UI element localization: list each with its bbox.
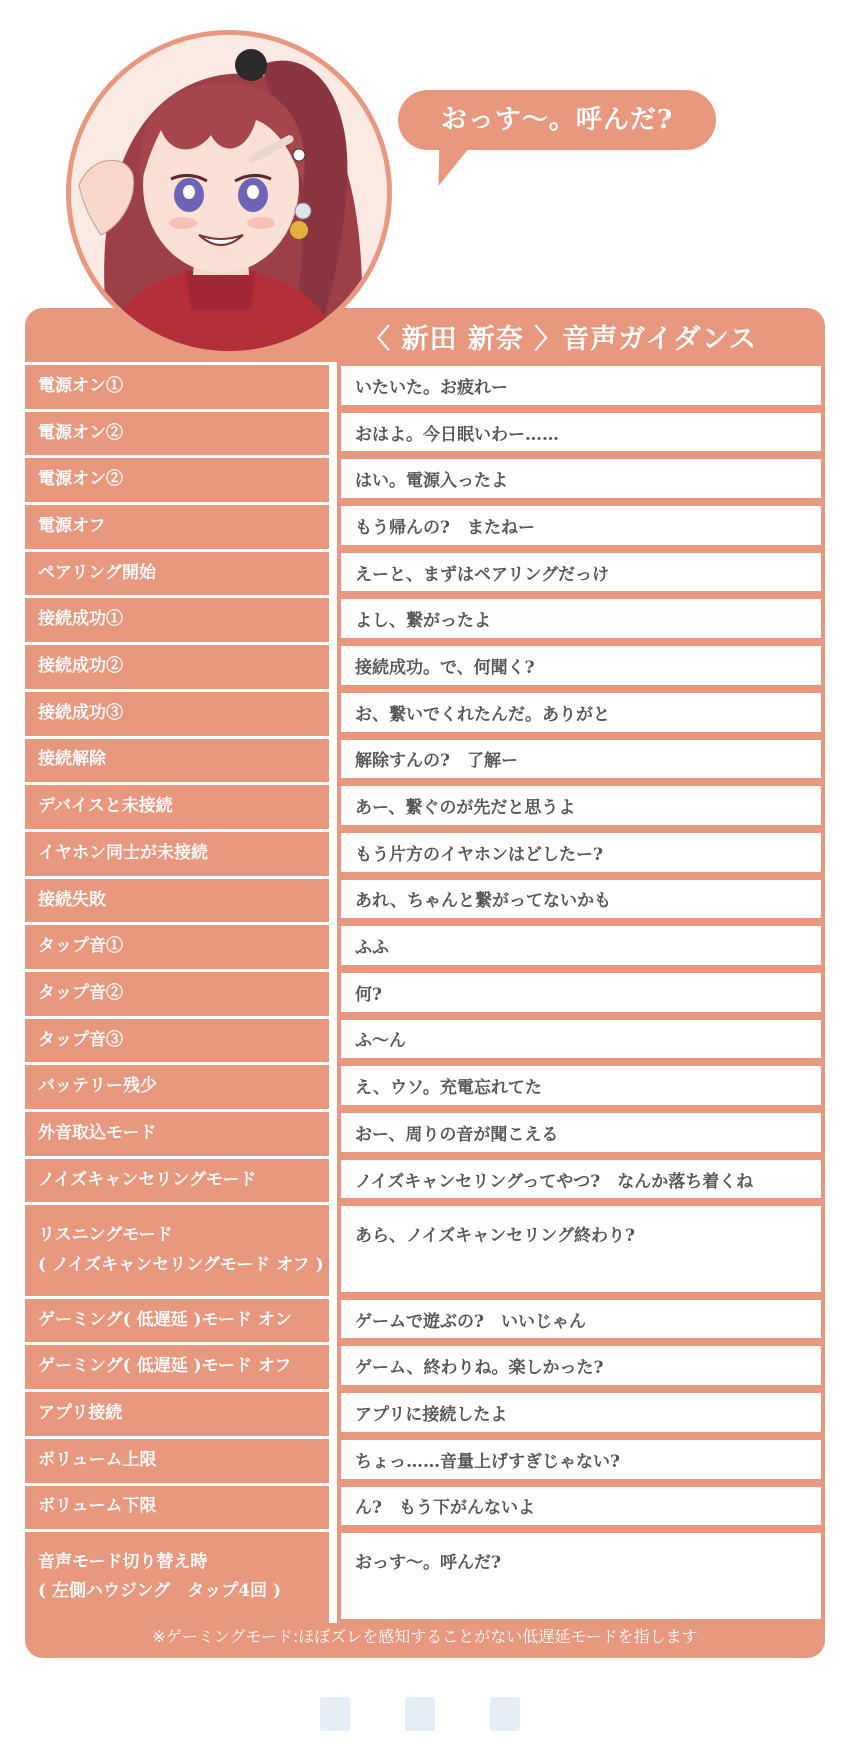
table-row [25, 689, 825, 736]
row-voice-line: もう帰んの? またねー [337, 502, 825, 549]
row-voice-line: いたいた。お疲れー [337, 362, 825, 409]
row-voice-line: はい。電源入ったよ [337, 455, 825, 502]
row-voice-line: 接続成功。で、何聞く? [337, 642, 825, 689]
header-area [0, 0, 850, 350]
footnote: ※ゲーミングモード:ほぼズレを感知することがない低遅延モードを指します [152, 1627, 698, 1646]
table-row [25, 1016, 825, 1063]
row-label: タップ音② [25, 969, 337, 1016]
row-label: 電源オン② [25, 409, 337, 456]
table-row [25, 362, 825, 409]
table-row [25, 969, 825, 1016]
row-voice-line: ゲームで遊ぶの? いいじゃん [337, 1296, 825, 1343]
row-label: 電源オン② [25, 455, 337, 502]
table-row [25, 876, 825, 923]
row-label: ペアリング開始 [25, 549, 337, 596]
row-voice-line: ノイズキャンセリングってやつ? なんか落ち着くね [337, 1156, 825, 1203]
row-label: タップ音③ [25, 1016, 337, 1063]
pager-dot-3[interactable] [490, 1697, 520, 1731]
row-voice-line: ふ〜ん [337, 1016, 825, 1063]
speech-bubble: おっす〜。呼んだ? [398, 90, 716, 150]
row-label: バッテリー残少 [25, 1062, 337, 1109]
row-label: デバイスと未接続 [25, 782, 337, 829]
pager [320, 1697, 540, 1731]
row-label: 接続失敗 [25, 876, 337, 923]
row-label: イヤホン同士が未接続 [25, 829, 337, 876]
row-voice-line: 解除すんの? 了解ー [337, 736, 825, 783]
table-row [25, 1483, 825, 1530]
row-label: 外音取込モード [25, 1109, 337, 1156]
row-voice-line: おっす〜。呼んだ? [337, 1529, 825, 1622]
row-label: ボリューム上限 [25, 1436, 337, 1483]
row-voice-line: お、繋いでくれたんだ。ありがと [337, 689, 825, 736]
row-voice-line: おー、周りの音が聞こえる [337, 1109, 825, 1156]
table-row [25, 502, 825, 549]
table-row [25, 549, 825, 596]
row-label: リスニングモード ( ノイズキャンセリングモード オフ ) [25, 1202, 337, 1295]
pager-dot-1[interactable] [320, 1697, 350, 1731]
pager-dot-2[interactable] [405, 1697, 435, 1731]
row-voice-line: あら、ノイズキャンセリング終わり? [337, 1202, 825, 1295]
row-voice-line: アプリに接続したよ [337, 1389, 825, 1436]
table-row [25, 1296, 825, 1343]
row-label: 電源オン① [25, 362, 337, 409]
table-row [25, 642, 825, 689]
character-illustration-icon [71, 35, 387, 351]
row-label: 電源オフ [25, 502, 337, 549]
table-row [25, 1062, 825, 1109]
table-row [25, 595, 825, 642]
table-row [25, 455, 825, 502]
row-voice-line: もう片方のイヤホンはどしたー? [337, 829, 825, 876]
table-row [25, 1389, 825, 1436]
row-voice-line: おはよ。今日眠いわー…… [337, 409, 825, 456]
row-voice-line: よし、繋がったよ [337, 595, 825, 642]
row-voice-line: ん? もう下がんないよ [337, 1483, 825, 1530]
table-row [25, 1109, 825, 1156]
row-label: ゲーミング( 低遅延 )モード オフ [25, 1342, 337, 1389]
row-voice-line: えーと、まずはペアリングだっけ [337, 549, 825, 596]
voice-guidance-panel [25, 308, 825, 1658]
row-label: 接続成功① [25, 595, 337, 642]
row-label: ノイズキャンセリングモード [25, 1156, 337, 1203]
character-avatar [66, 30, 392, 356]
row-voice-line: ちょっ……音量上げすぎじゃない? [337, 1436, 825, 1483]
panel-title: 〈 新田 新奈 〉音声ガイダンス [363, 324, 757, 355]
table-row [25, 782, 825, 829]
table-row [25, 409, 825, 456]
row-label: 音声モード切り替え時 ( 左側ハウジング タップ4回 ) [25, 1529, 337, 1622]
table-row [25, 829, 825, 876]
row-voice-line: ふふ [337, 922, 825, 969]
row-label: ゲーミング( 低遅延 )モード オン [25, 1296, 337, 1343]
row-label: タップ音① [25, 922, 337, 969]
table-row [25, 1529, 825, 1622]
row-label: 接続成功② [25, 642, 337, 689]
guidance-table [25, 362, 825, 1623]
row-label: 接続成功③ [25, 689, 337, 736]
table-row [25, 736, 825, 783]
table-row [25, 1342, 825, 1389]
row-label: ボリューム下限 [25, 1483, 337, 1530]
row-voice-line: え、ウソ。充電忘れてた [337, 1062, 825, 1109]
table-row [25, 1202, 825, 1295]
row-voice-line: あー、繋ぐのが先だと思うよ [337, 782, 825, 829]
table-row [25, 922, 825, 969]
table-row [25, 1156, 825, 1203]
row-label: 接続解除 [25, 736, 337, 783]
row-voice-line: ゲーム、終わりね。楽しかった? [337, 1342, 825, 1389]
table-row [25, 1436, 825, 1483]
row-voice-line: あれ、ちゃんと繋がってないかも [337, 876, 825, 923]
row-label: アプリ接続 [25, 1389, 337, 1436]
row-voice-line: 何? [337, 969, 825, 1016]
